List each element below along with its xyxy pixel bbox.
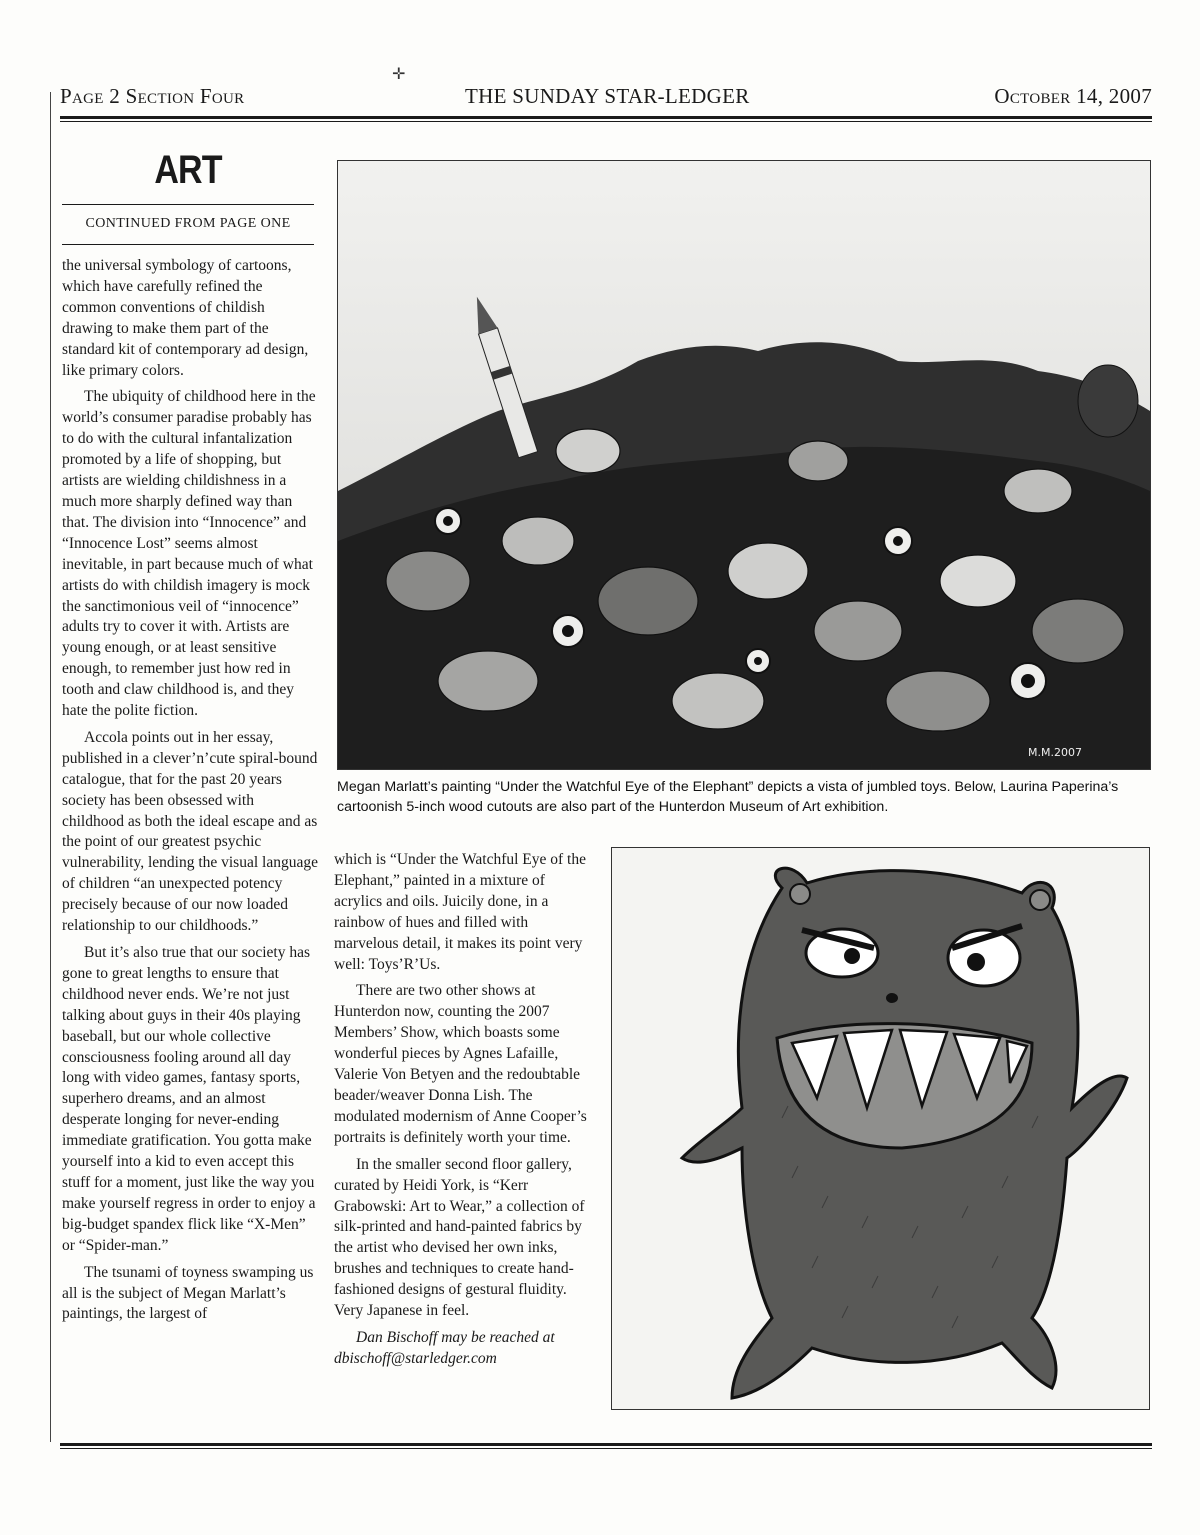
masthead-rule-thin (60, 121, 1152, 122)
paragraph: But it’s also true that our society has gone to great lengths to ensure that childhood never ends. We’re not just talking about guys in their 40s playing baseball, but our whole collective consciousness fooling around all day long with video games, fantasy sports, superhero dreams, and an almost desperate longing for never-ending immediate gratification. You gotta make yourself into a kid to even accept this stuff for a moment, just like the way you make yourself regress in order to enjoy a big-budget spandex flick like “X-Men” or “Spider-man.” (62, 944, 316, 1254)
issue-date: October 14, 2007 (994, 84, 1152, 108)
continued-rule (62, 244, 314, 245)
registration-mark-icon: ✛ (392, 64, 406, 83)
masthead (60, 84, 1152, 114)
continued-label: CONTINUED FROM PAGE ONE (85, 216, 291, 231)
paragraph: There are two other shows at Hunterdon now, counting the 2007 Members’ Show, which boasts some wonderful pieces by Agnes Lafaille, Valerie Von Betyen and the redoubtable beader/weaver Donna Lish. The modulated modernism of Anne Cooper’s portraits is definitely worth your time. (334, 982, 587, 1146)
painting-signature: M.M.2007 (1028, 746, 1082, 759)
left-column (62, 256, 318, 1325)
page-section-label: Page 2 Section Four (60, 84, 245, 108)
margin-line (50, 92, 51, 1442)
monster-cutout-illustration (612, 848, 1149, 1409)
paragraph: In the smaller second floor gallery, curated by Heidi York, is “Kerr Grabowski: Art to Wear,” a collection of silk-printed and hand-painted fabrics by the artist who devised her own inks, brushes and techniques to create hand-fashioned designs of gestural fluidity. Very Japanese in feel. (334, 1155, 585, 1320)
middle-column (334, 850, 592, 1370)
paragraph: The ubiquity of childhood here in the world’s consumer paradise probably has to do with the cultural infantalization promoted by a life of shopping, but artists are wielding childishness in a much more sharply defined way than that. The division into “Innocence” and “Innocence Lost” seems almost inevitable, in part because much of what artists do with childish imagery is mock the sanctimonious veil of “innocence” adults try to cover it with. Artists are young enough, or at least sensitive enough, to remember just how red in tooth and claw childhood is, and they hate the polite fiction. (62, 388, 316, 720)
footer-rule-thin (60, 1448, 1152, 1449)
monster-cutout-photo (611, 847, 1150, 1410)
section-rule (62, 204, 314, 205)
photo-caption: Megan Marlatt’s painting “Under the Watchful Eye of the Elephant” depicts a vista of jumbled toys. Below, Laurina Paperina’s cartoonish 5-inch wood cutouts are also part of the Hunterdon Museum of Art exhibition. (337, 779, 1119, 815)
toys-painting-illustration (338, 161, 1150, 769)
author-signoff: Dan Bischoff may be reached at dbischoff@starledger.com (334, 1328, 555, 1367)
masthead-rule-thick (60, 116, 1152, 119)
paragraph: the universal symbology of cartoons, which have carefully refined the common conventions of childish drawing to make them part of the standard kit of contemporary ad design, like primary colors. (62, 257, 309, 379)
footer-rule-thick (60, 1443, 1152, 1446)
toys-painting-photo (337, 160, 1151, 770)
section-title: ART (154, 148, 222, 192)
paragraph: The tsunami of toyness swamping us all is the subject of Megan Marlatt’s paintings, the largest of (62, 1263, 314, 1323)
newspaper-name: THE SUNDAY STAR-LEDGER (465, 84, 750, 108)
paragraph: Accola points out in her essay, published in a clever’n’cute spiral-bound catalogue, that for the past 20 years society has been obsessed with childhood as both the ideal escape and as the point of our greatest psychic vulnerability, lending the visual language of children “an unexpected potency precisely because of our now loaded relationship to our childhoods.” (62, 728, 318, 935)
paragraph: which is “Under the Watchful Eye of the Elephant,” painted in a mixture of acrylics and oils. Juicily done, in a rainbow of hues and filled with marvelous detail, it makes its point very well: Toys’R’Us. (334, 851, 586, 973)
